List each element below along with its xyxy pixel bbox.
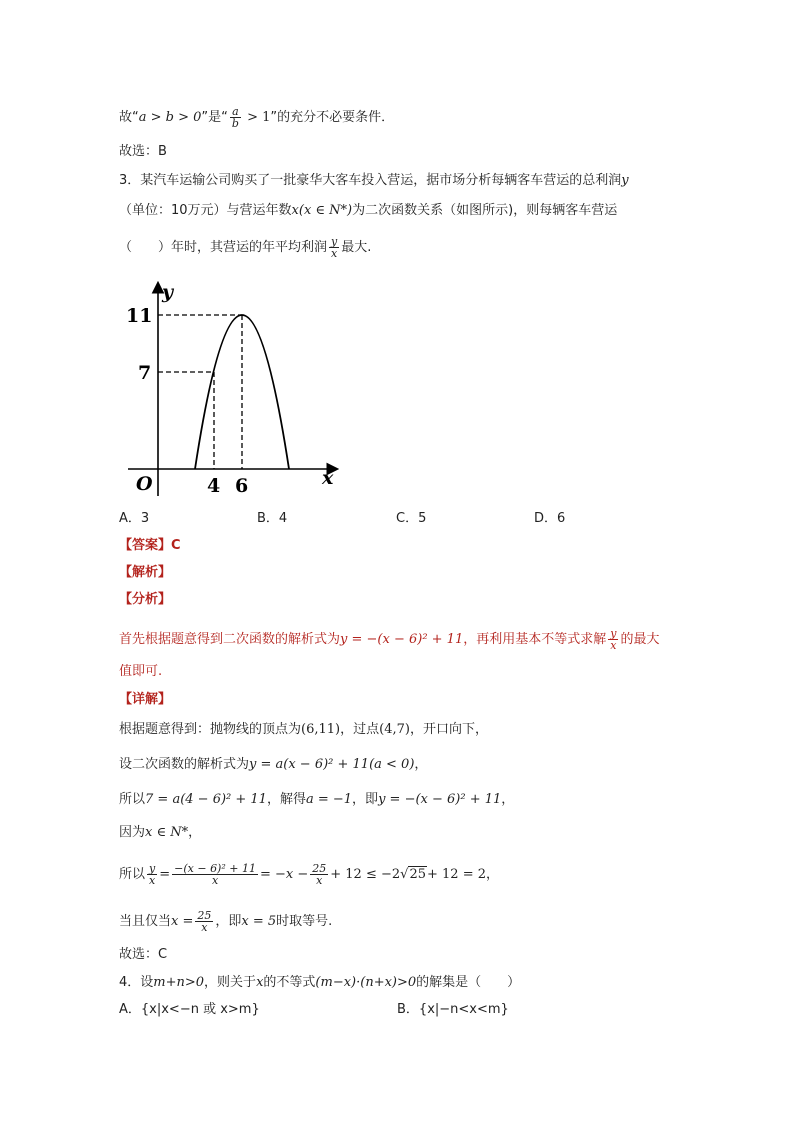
d5-sqrt-value: 25 [409, 867, 426, 882]
q3-var-x: x [291, 203, 299, 218]
d2-text-a: 设二次函数的解析式为 [119, 757, 250, 772]
frac-den: x [331, 247, 338, 260]
d2-text-b: ， [414, 757, 428, 772]
q3-fenxi-line2: 值即可. [119, 664, 163, 679]
condition-a-b: a > b > 0 [138, 110, 202, 125]
q2-choice: 故选：B [119, 144, 167, 159]
q3-detail-heading: 【详解】 [119, 692, 172, 707]
previous-conclusion [119, 106, 394, 129]
q4-condition: m+n>0 [153, 975, 205, 990]
frac-num: y [331, 235, 338, 248]
origin-label: O [136, 473, 153, 495]
d3-formula3: y = −(x − 6)² + 11 [378, 792, 502, 807]
q3-option-d[interactable]: D．6 [534, 511, 566, 526]
d3-text-a: 所以 [119, 792, 146, 807]
d2-formula: y = a(x − 6)² + 11(a < 0) [249, 757, 415, 772]
d5-eq2: = −x − [259, 867, 309, 882]
fenxi-text-b: ，再利用基本不等式求解 [463, 632, 607, 647]
d6-lhs: x = [171, 914, 194, 929]
frac-den: x [211, 874, 219, 887]
d3-text-b: ，解得 [266, 792, 306, 807]
d5-eq1: = [159, 867, 171, 882]
q3-var-y: y [621, 173, 629, 188]
d6-formula: x = 5 [241, 914, 277, 929]
conclusion-mid: ”是“ [201, 110, 228, 125]
q4-stem [119, 974, 520, 992]
d6-frac-25-over-x [195, 910, 213, 933]
q4-var-x: x [256, 975, 264, 990]
q3-detail-line6 [119, 907, 332, 937]
d5-frac-25-over-x [310, 863, 328, 886]
frac-den: b [231, 117, 239, 130]
sqrt-sign: √ [400, 867, 409, 882]
q4-inequality: (m−x)·(n+x)>0 [315, 975, 417, 990]
d3-formula2: a = −1 [305, 792, 353, 807]
y-tick-7: 7 [138, 362, 152, 384]
d4-text-b: ， [188, 825, 202, 840]
d1-text-c: ，开口向下， [409, 722, 488, 737]
frac-num: 25 [197, 909, 212, 922]
fenxi-text-c: 的最大 [620, 632, 660, 647]
q3-detail-line5 [119, 860, 499, 890]
condition-gt-1: > 1 [242, 110, 271, 125]
fraction-a-over-b [230, 106, 241, 129]
x-tick-4: 4 [207, 475, 221, 497]
d6-text-c: 时取等号. [276, 914, 333, 929]
d5-frac-y-over-x [147, 863, 157, 886]
d5-tail-b: + 12 = 2 [427, 867, 486, 882]
d4-text-a: 因为 [119, 825, 146, 840]
q4-text-c: 的不等式 [263, 975, 316, 990]
q3-stem-text2b: 为二次函数关系（如图所示)，则每辆客车营运 [352, 203, 618, 218]
y-axis-label: y [162, 281, 174, 303]
frac-num: −(x − 6)² + 11 [174, 862, 256, 875]
d5-tail-a: + 12 ≤ −2 [330, 867, 401, 882]
q3-detail-line3 [119, 791, 514, 809]
d1-text-b: ，过点 [340, 722, 380, 737]
d6-text-b: ，即 [215, 914, 242, 929]
d3-text-c: ，即 [352, 792, 379, 807]
q3-stem-line2 [119, 202, 617, 220]
q4-text-b: ，则关于 [204, 975, 257, 990]
q4-text-a: 4．设 [119, 975, 154, 990]
d3-formula1: 7 = a(4 − 6)² + 11 [145, 792, 267, 807]
frac-num: a [232, 105, 239, 118]
q3-stem-text2a: （单位：10万元）与营运年数 [119, 203, 292, 218]
fenxi-frac-y-over-x [608, 628, 618, 651]
frac-num: y [610, 627, 617, 640]
q3-stem-line3 [119, 236, 371, 259]
frac-den: x [149, 874, 156, 887]
q4-text-d: 的解集是（ ） [416, 975, 521, 990]
q3-domain-cond: (x ∈ N*) [298, 203, 353, 218]
frac-num: y [149, 862, 156, 875]
frac-den: x [316, 874, 323, 887]
q4-option-b[interactable]: B．{x|−n<x<m} [397, 1002, 509, 1017]
q3-detail-line2 [119, 756, 427, 774]
q3-frac-y-over-x [329, 236, 339, 259]
d6-text-a: 当且仅当 [119, 914, 172, 929]
d1-text-a: 根据题意得到：抛物线的顶点为 [119, 722, 302, 737]
x-axis-label: x [322, 467, 334, 489]
d1-vertex: (6,11) [301, 722, 341, 737]
q4-option-a[interactable]: A．{x|x<−n 或 x>m} [119, 1002, 260, 1017]
q3-detail-line1 [119, 721, 488, 739]
x-tick-6: 6 [235, 475, 249, 497]
d4-formula: x ∈ N* [145, 825, 189, 840]
frac-den: x [610, 639, 617, 652]
frac-den: x [201, 921, 208, 934]
conclusion-prefix: 故“ [119, 110, 139, 125]
q3-stem-text3b: 最大. [341, 240, 372, 255]
d5-text-a: 所以 [119, 867, 146, 882]
q3-option-a[interactable]: A．3 [119, 511, 150, 526]
q3-answer: 【答案】C [119, 538, 181, 553]
d1-point: (4,7) [379, 722, 410, 737]
q3-analysis-heading: 【解析】 [119, 565, 172, 580]
q3-stem-text3a: （ ）年时，其营运的年平均利润 [119, 240, 328, 255]
q3-stem-line1 [119, 172, 629, 190]
d5-end: ， [486, 867, 500, 882]
fenxi-text-a: 首先根据题意得到二次函数的解析式为 [119, 632, 341, 647]
parabola-graph [118, 278, 348, 500]
d5-frac-expr [172, 863, 258, 886]
y-tick-11: 11 [126, 305, 153, 327]
q3-choice: 故选：C [119, 947, 168, 962]
conclusion-suffix: ”的充分不必要条件． [270, 110, 395, 125]
fenxi-formula: y = −(x − 6)² + 11 [340, 632, 464, 647]
q3-fenxi-heading: 【分析】 [119, 592, 172, 607]
q3-fenxi-line1 [119, 628, 659, 651]
frac-num: 25 [312, 862, 327, 875]
q3-option-c[interactable]: C．5 [396, 511, 427, 526]
d3-text-d: ， [501, 792, 515, 807]
q3-stem-text1: 3．某汽车运输公司购买了一批豪华大客车投入营运，据市场分析每辆客车营运的总利润 [119, 173, 622, 188]
q3-detail-line4 [119, 824, 201, 842]
q3-option-b[interactable]: B．4 [257, 511, 288, 526]
